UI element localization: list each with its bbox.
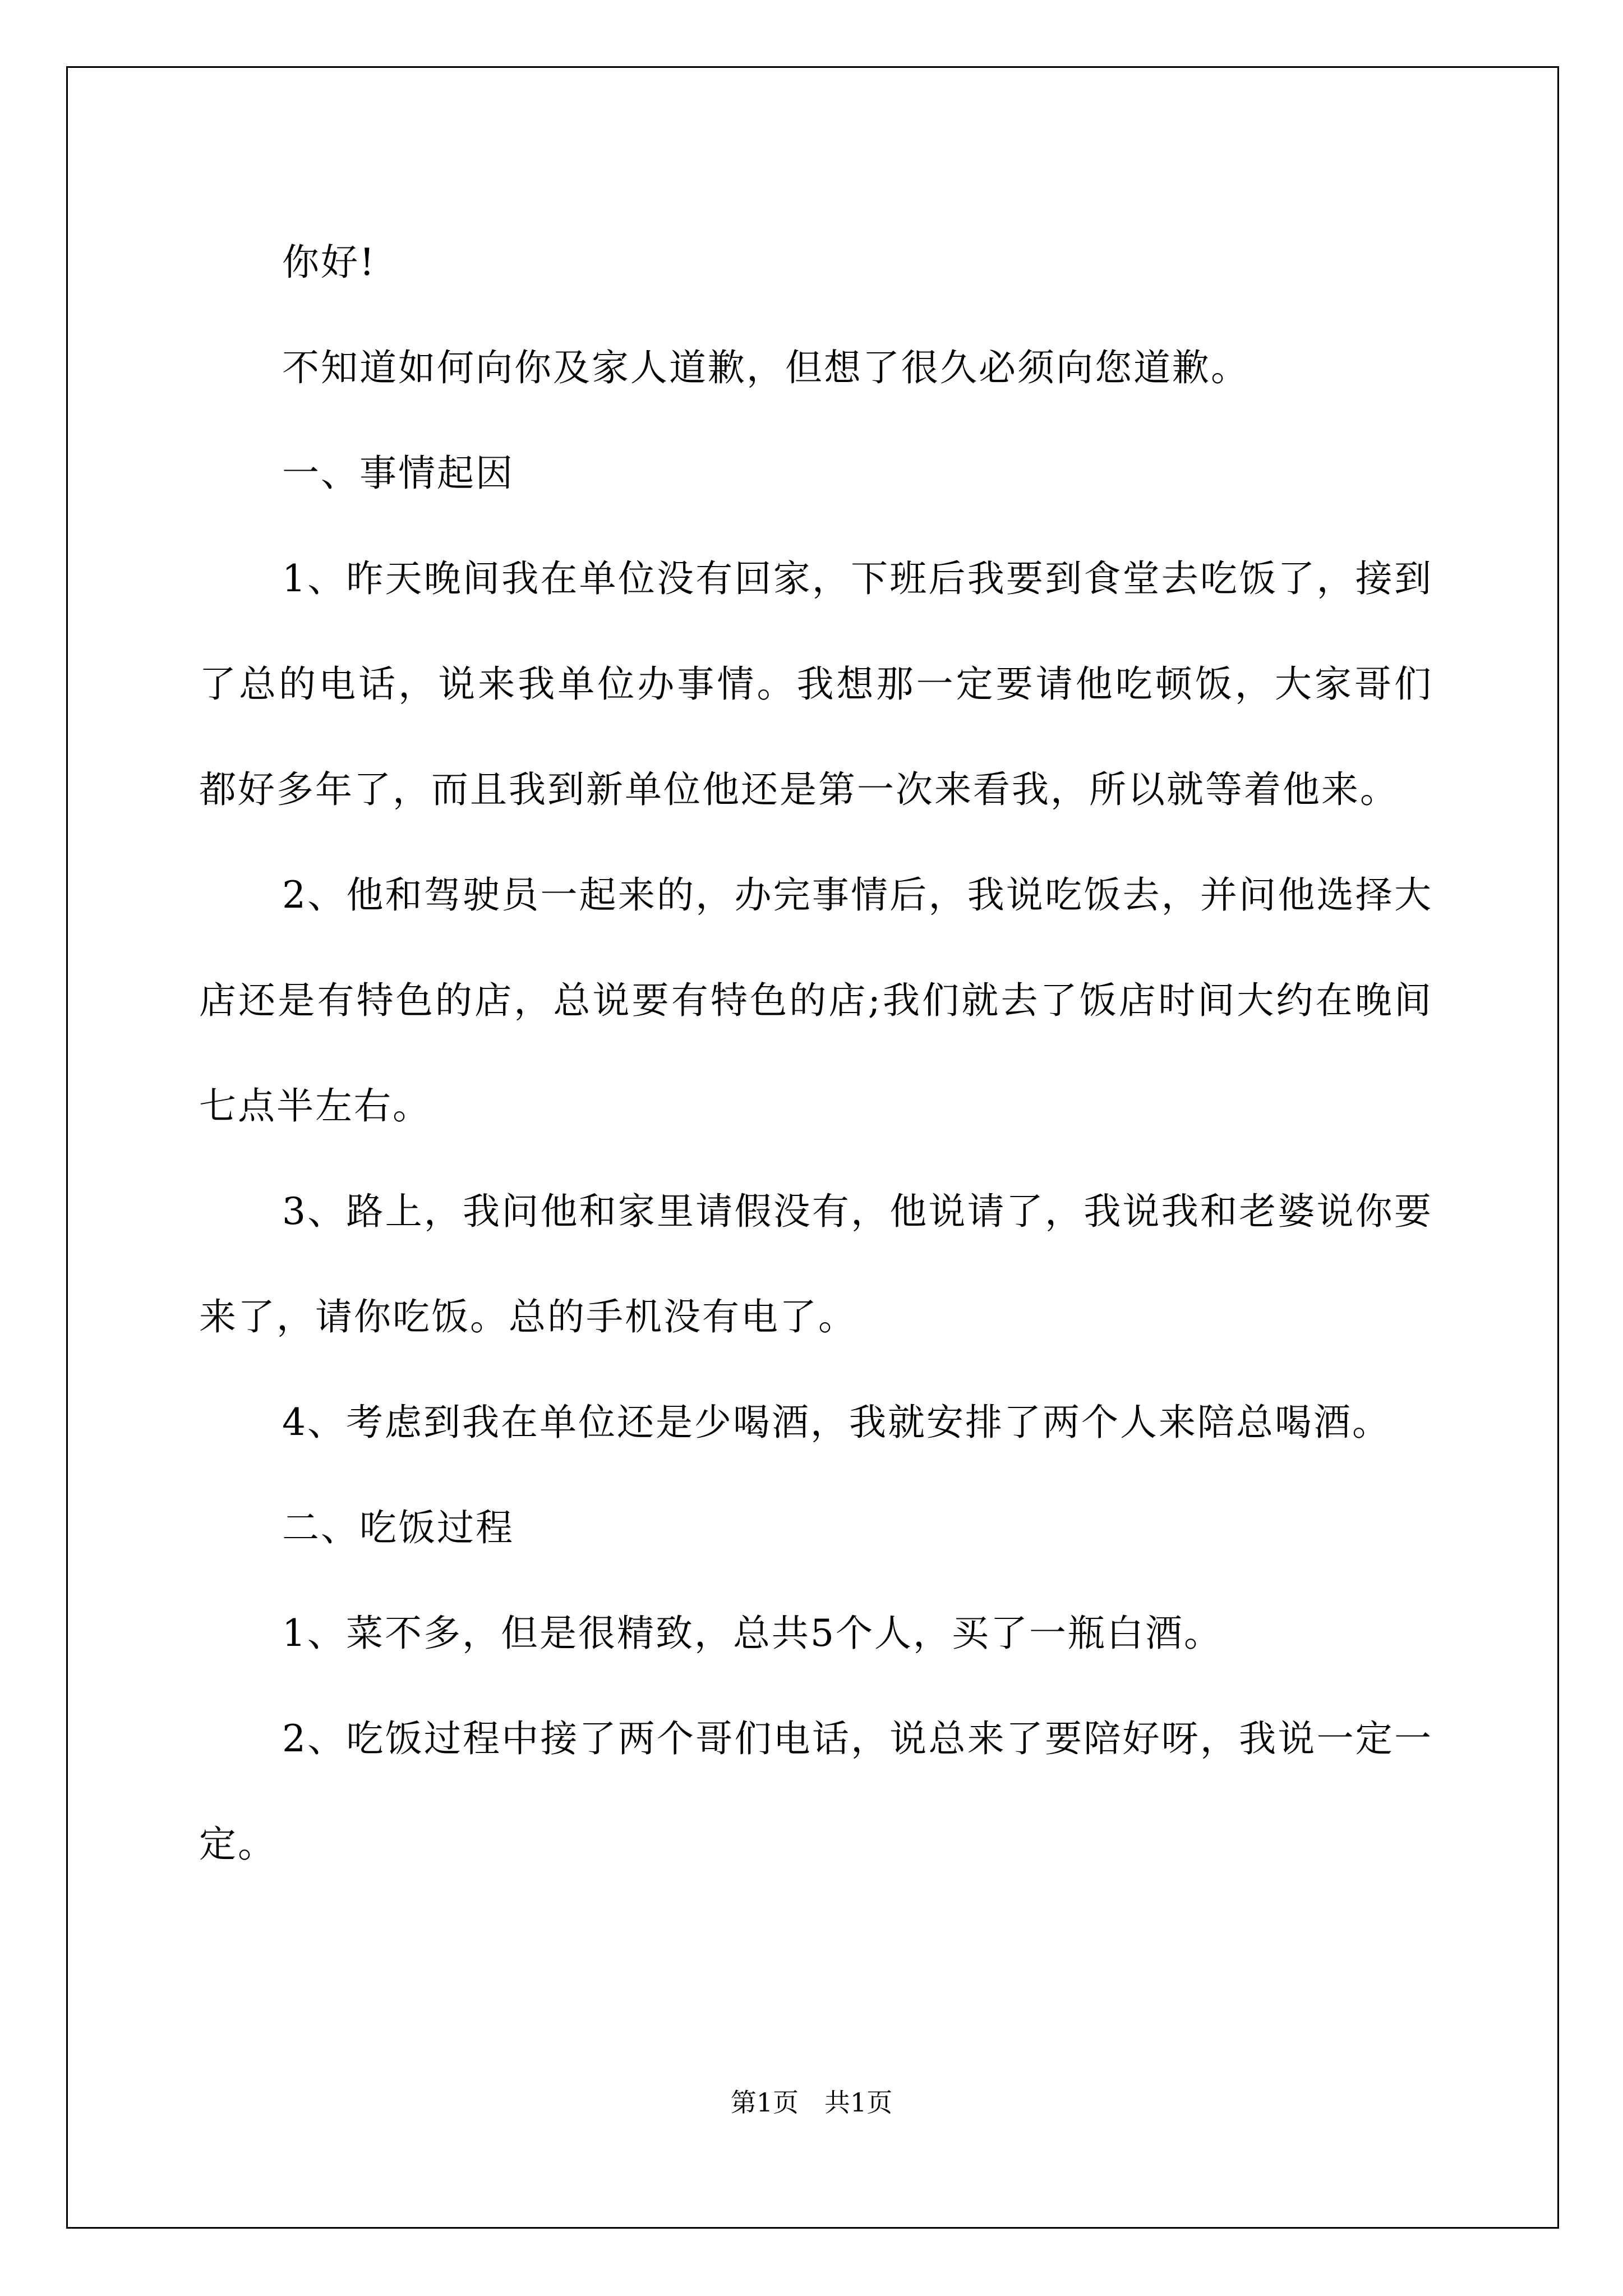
section-heading-cause: 一、事情起因: [282, 452, 514, 495]
letter-body: [199, 210, 1433, 1897]
cause-item-2: 2、他和驾驶员一起来的，办完事情后，我说吃饭去，并问他选择大店还是有特色的店，总说要有特色的店;我们就去了饭店时间大约在晚间七点半左右。: [199, 873, 1433, 1128]
dinner-item-2: 2、吃饭过程中接了两个哥们电话，说总来了要陪好呀，我说一定一定。: [199, 1717, 1433, 1866]
cause-item-4: 4、考虑到我在单位还是少喝酒，我就安排了两个人来陪总喝酒。: [282, 1401, 1391, 1444]
cause-item-3: 3、路上，我问他和家里请假没有，他说请了，我说我和老婆说你要来了，请你吃饭。总的手机没有电了。: [199, 1190, 1433, 1338]
greeting: 你好!: [282, 241, 376, 284]
cause-item-1: 1、昨天晚间我在单位没有回家，下班后我要到食堂去吃饭了，接到了总的电话，说来我单位办事情。我想那一定要请他吃顿饭，大家哥们都好多年了，而且我到新单位他还是第一次来看我，所以就等着他来。: [199, 557, 1433, 811]
apology-intro: 不知道如何向你及家人道歉，但想了很久必须向您道歉。: [282, 346, 1249, 389]
dinner-item-1: 1、菜不多，但是很精致，总共5个人，买了一瓶白酒。: [282, 1612, 1223, 1655]
section-heading-dinner: 二、吃饭过程: [282, 1506, 514, 1549]
page-number: 第1页 共1页: [730, 2087, 893, 2118]
